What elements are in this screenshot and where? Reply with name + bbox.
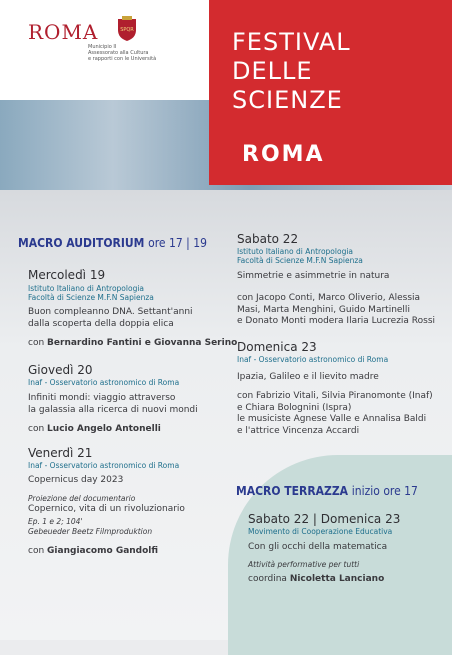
event-title-line: Infiniti mondi: viaggio attraverso <box>28 393 176 403</box>
roma-logo: ROMA <box>28 20 99 44</box>
event-note: Attività performative per tutti <box>248 560 360 569</box>
event-title-line: dalla scoperta della doppia elica <box>28 318 174 329</box>
org-line: Inaf - Osservatorio astronomico di Roma <box>28 378 180 387</box>
with-prefix: con <box>28 338 45 348</box>
event-speakers <box>237 293 435 328</box>
film-title: Copernico, vita di un rivoluzionario <box>28 504 185 514</box>
organizer: Movimento di Cooperazione Educativa <box>248 527 393 536</box>
speakers-line: con Fabrizio Vitali, Silvia Piranomonte (Inaf) <box>237 391 433 401</box>
event-title: Con gli occhi della matematica <box>248 542 388 552</box>
event-title-line: Copernicus day 2023 <box>28 475 124 485</box>
event-coordinator <box>248 574 384 586</box>
festival-title <box>232 28 351 115</box>
municipio-label <box>88 44 156 62</box>
macro-terrazza-heading <box>236 484 418 498</box>
day-heading: Domenica 23 <box>237 340 317 354</box>
event-speakers <box>28 424 161 436</box>
org-line: Inaf - Osservatorio astronomico di Roma <box>28 461 180 470</box>
org-line: Inaf - Osservatorio astronomico di Roma <box>237 355 389 364</box>
film-detail-line: Gebeueder Beetz Filmproduktion <box>28 526 153 536</box>
event-title-line: Ipazia, Galileo e il lievito madre <box>237 372 379 382</box>
event-speakers <box>28 546 158 558</box>
organizer <box>28 461 179 470</box>
event-title <box>28 393 198 416</box>
municipio-line: Assessorato alla Cultura <box>88 50 149 56</box>
event-title-line: la galassia alla ricerca di nuovi mondi <box>28 404 198 415</box>
org-line: Facoltà di Scienze M.F.N Sapienza <box>237 256 363 265</box>
svg-text:SPQR: SPQR <box>120 27 134 33</box>
event-title-line: Buon compleanno DNA. Settant'anni <box>28 307 193 317</box>
organizer <box>237 247 363 265</box>
speakers-line: e l'attrice Vincenza Accardi <box>237 425 360 436</box>
day-heading: Giovedì 20 <box>28 363 93 377</box>
speakers-line: Masi, Marta Menghini, Guido Martinelli <box>237 304 410 315</box>
speakers-line: e Donato Monti moderа Ilaria Lucrezia Rossi <box>237 316 436 326</box>
speakers-line: con Jacopo Conti, Marco Oliverio, Alessia <box>237 293 421 303</box>
speakers: Lucio Angelo Antonelli <box>47 424 161 434</box>
event-title <box>28 475 123 487</box>
municipio-line: e rapporti con le Università <box>88 56 157 62</box>
roma-crest-icon <box>116 16 138 42</box>
time-label: inizio ore 17 <box>351 484 418 498</box>
venue-label: MACRO AUDITORIUM <box>18 236 145 250</box>
event-title-line: Simmetrie e asimmetrie in natura <box>237 271 390 281</box>
org-line: Istituto Italiano di Antropologia <box>237 247 354 256</box>
event-title <box>237 271 389 283</box>
film-detail-line: Ep. 1 e 2; 104' <box>28 517 83 526</box>
event-note <box>28 494 135 504</box>
with-prefix: con <box>28 424 45 434</box>
org-line: Facoltà di Scienze M.F.N Sapienza <box>28 293 154 302</box>
speakers-line: e Chiara Bolognini (Ispra) <box>237 402 352 413</box>
venue-label: MACRO TERRAZZA <box>236 484 349 498</box>
organizer <box>28 284 154 302</box>
note-line: Proiezione del documentario <box>28 494 136 503</box>
speakers: Giangiacomo Gandolfi <box>47 546 159 556</box>
organizer <box>28 378 179 387</box>
event-speakers <box>237 391 433 437</box>
title-line: DELLE <box>232 57 313 85</box>
speakers: Bernardino Fantini e Giovanna Serino <box>47 338 238 348</box>
org-line: Istituto Italiano di Antropologia <box>28 284 145 293</box>
with-prefix: con <box>28 546 45 556</box>
festival-city: ROMA <box>242 142 325 167</box>
municipio-line: Municipio II <box>88 44 117 50</box>
macro-auditorium-heading <box>18 236 207 250</box>
day-heading: Sabato 22 | Domenica 23 <box>248 512 401 526</box>
organizer <box>237 355 388 364</box>
coordinator-prefix: coordina <box>248 574 287 584</box>
day-heading: Sabato 22 <box>237 232 299 246</box>
day-heading: Mercoledì 19 <box>28 268 106 282</box>
film-detail <box>28 517 152 536</box>
event-speakers <box>28 338 237 350</box>
title-line: FESTIVAL <box>232 28 351 56</box>
time-label: ore 17 | 19 <box>148 236 207 250</box>
title-line: SCIENZE <box>232 86 343 114</box>
speakers-line: le musiciste Agnese Valle e Annalisa Baldi <box>237 414 427 424</box>
coordinator-name: Nicoletta Lanciano <box>289 574 385 584</box>
event-title <box>28 307 193 330</box>
day-heading: Venerdì 21 <box>28 446 93 460</box>
event-title <box>237 372 379 384</box>
